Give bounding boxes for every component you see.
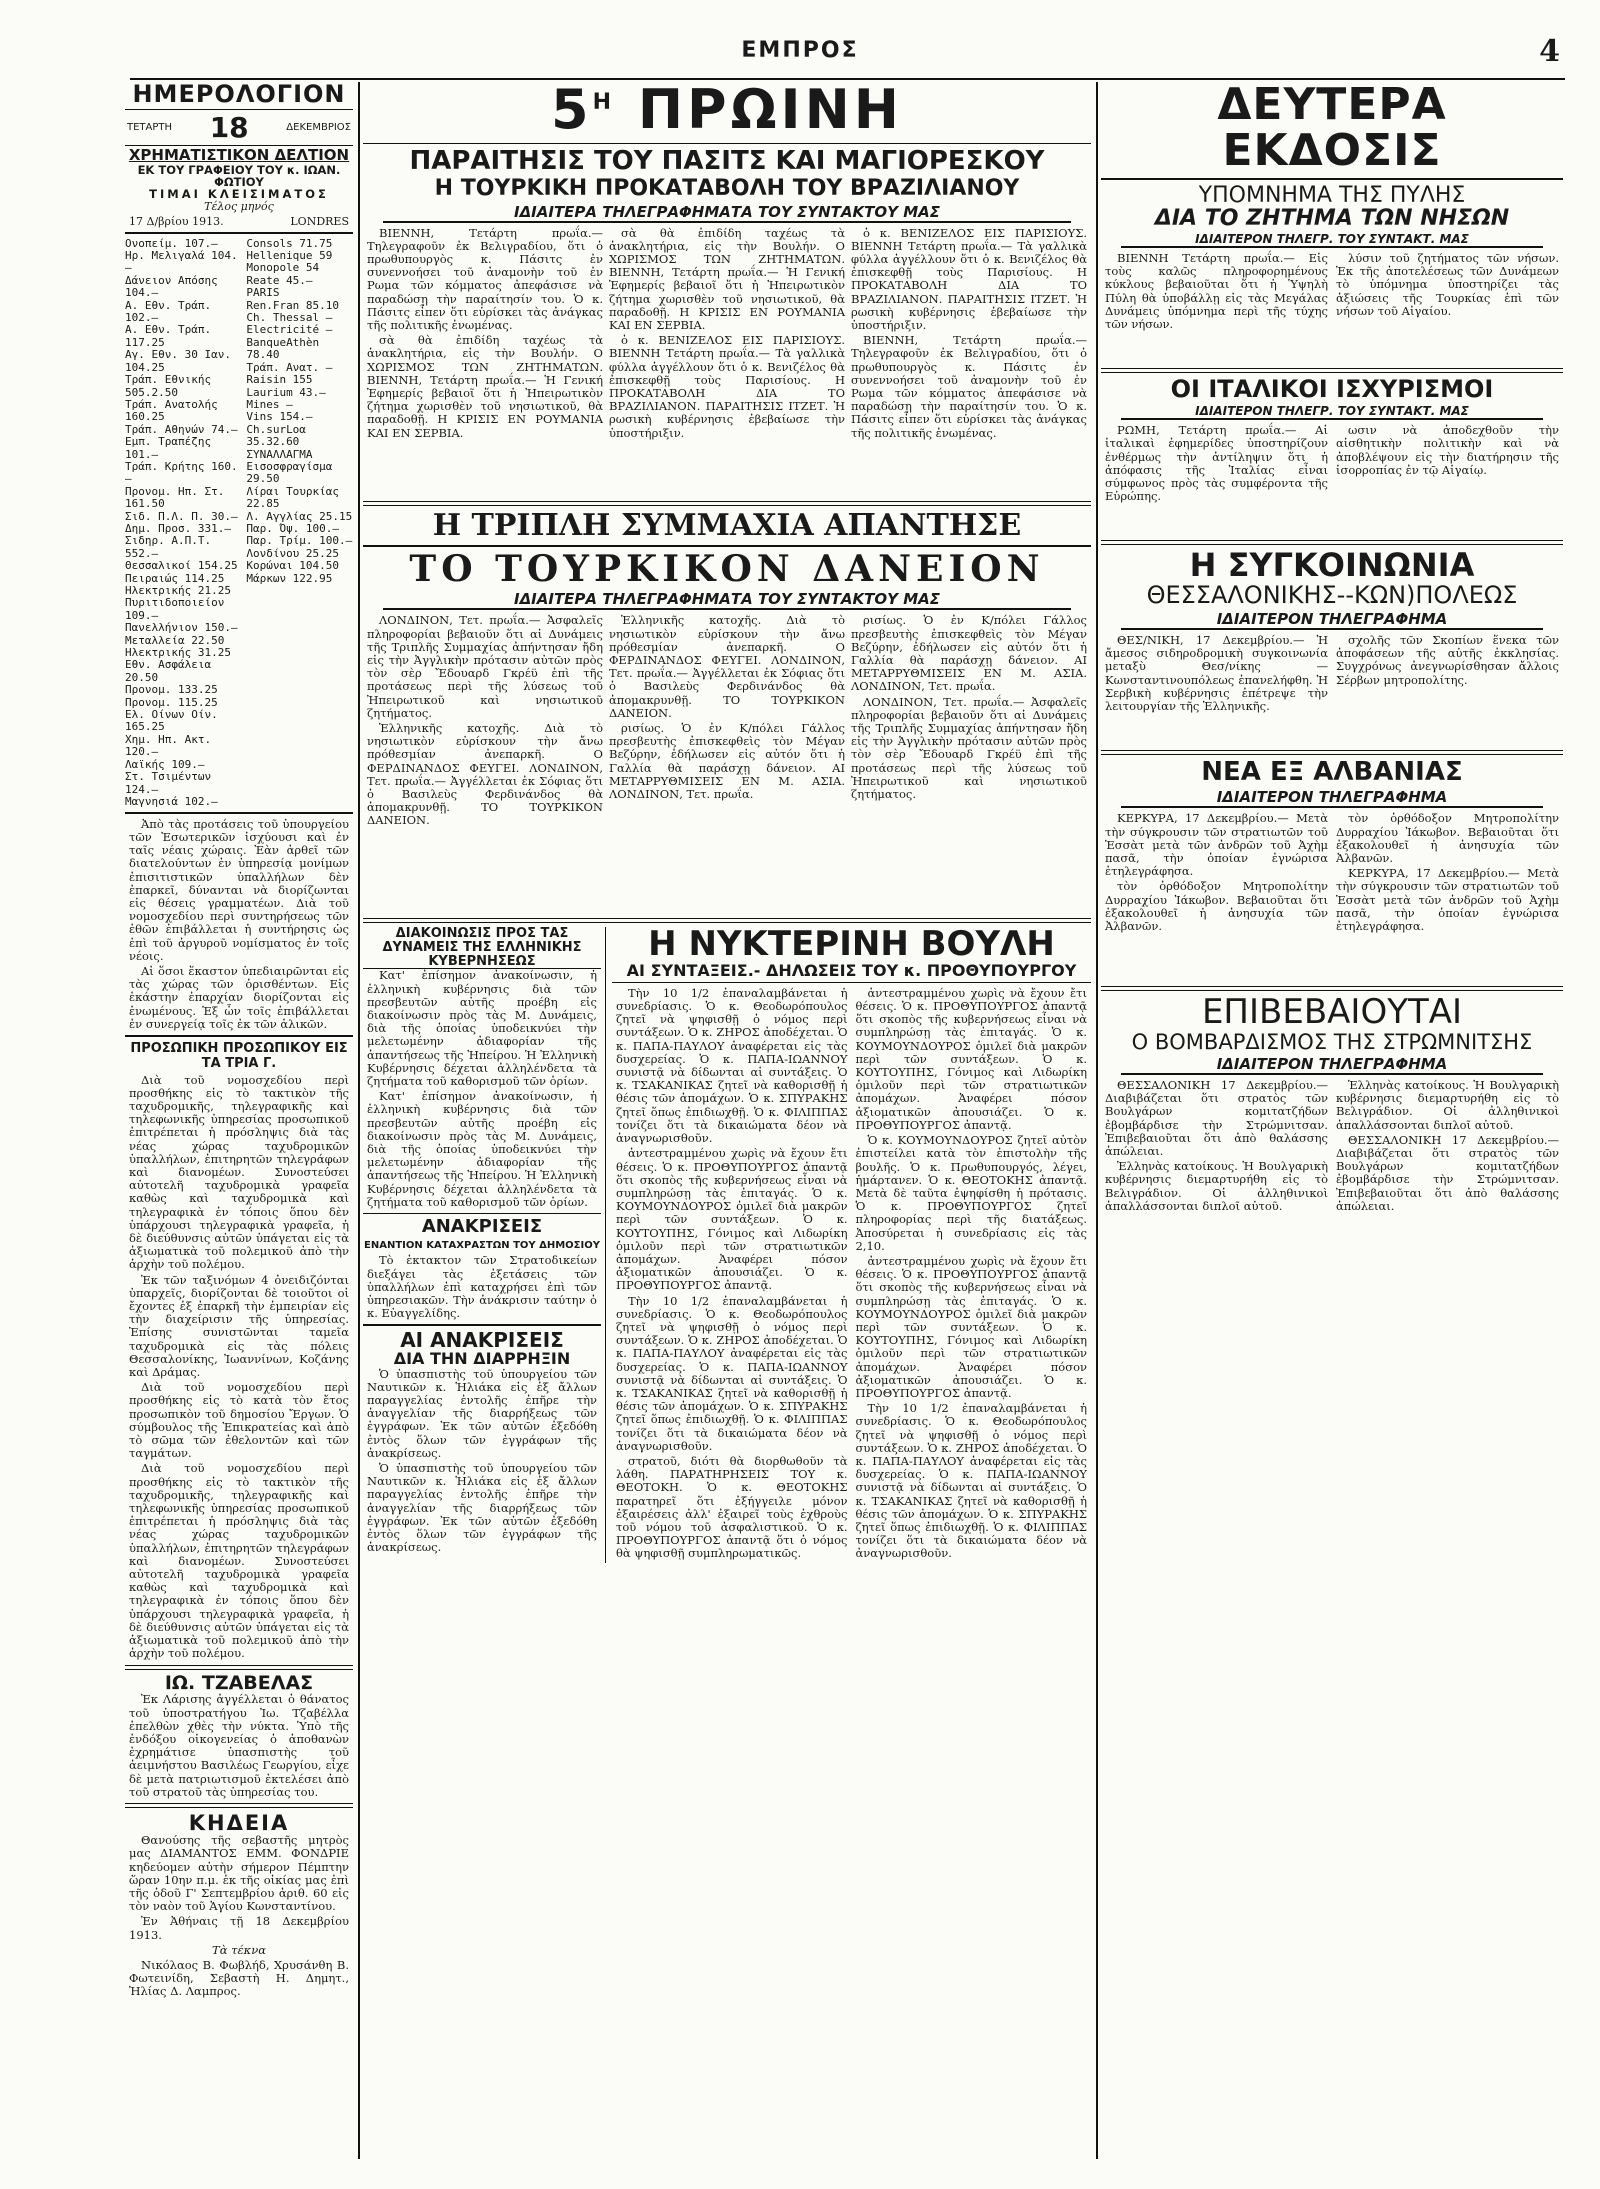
paragraph: ΒΙΕΝΝΗ, Τετάρτη πρωΐα.— Τηλεγραφοῦν ἐκ Βελιγραδίου, ὅτι ὁ πρωθυπουργὸς κ. Πάσιτς ἐν συνεννοήσει τοῦ ἀναμονὴν τοῦ ἐν Ρωμα τῶν κόμματος ἀπεφάσισε νὰ παραδώσῃ τὴν παραίτησίν του. Ὁ κ. Πάσιτς εἶπεν ὅτι εὑρίσκει τὰς ἀνάγκας τῆς πολιτικῆς ἐνωμένας. [367, 225, 603, 332]
market-row: Λίραι Τουρκίας 22.85 [246, 484, 340, 511]
headline: ΥΠΟΜΝΗΜΑ ΤΗΣ ΠΥΛΗΣ [1198, 182, 1466, 208]
left-column [125, 82, 353, 2159]
story-text [129, 1074, 349, 1661]
story-column [851, 227, 1087, 497]
market-row: Vins 154.— [246, 410, 313, 424]
paragraph: σχολῆς τῶν Σκοπίων ἕνεκα τῶν ἀποφάσεων τῆς αὐτῆς ἐκκλησίας. Συγχρόνως ἀνεγνωρίσθησαν ἄλλοις Σέρβων μητροπολίτης. [1336, 633, 1559, 687]
story-columns [1105, 812, 1559, 982]
story-subtitle: ΔΙΑ ΤΗΝ ΔΙΑΡΡΗΞΙΝ [393, 1348, 571, 1368]
market-row: BanqueAthèn 78.40 [246, 335, 320, 362]
paragraph: Τὰ τέκνα [212, 1942, 266, 1957]
market-row: Ελ. Οίνων Οίν. 165.25 [125, 708, 218, 734]
paragraph: Ὁ ὑπασπιστὴς τοῦ ὑπουργείου τῶν Ναυτικῶν κ. Ἡλιάκα εἰς ἐξ ἄλλων παραγγελίας ἐντολῆς ἐπῆρε τὴν ἀναγγελίαν τῆς διαρρήξεως τῶν ἐγγράφων. Ἐκ τῶν αὐτῶν ἐξεδόθη ἐντὸς ὅλων τῶν ἐγγράφων τῆς ἀνακρίσεως. [367, 1461, 597, 1555]
story-column [856, 987, 1088, 1563]
headline: ΔΙΑ ΤΟ ΖΗΤΗΜΑ ΤΩΝ ΝΗΣΩΝ [1154, 205, 1510, 231]
market-table [125, 238, 353, 809]
banner [363, 82, 1091, 139]
market-sub1: ΕΚ ΤΟΥ ΓΡΑΦΕΙΟΥ ΤΟΥ κ. ΙΩΑΝ. ΦΩΤΙΟΥ [137, 162, 341, 189]
subheadline: ΙΔΙΑΙΤΕΡΟΝ ΤΗΛΕΓΡ. ΤΟΥ ΣΥΝΤΑΚΤ. ΜΑΣ [1121, 232, 1543, 248]
story-text [129, 818, 349, 1031]
market-row: Α. Εθν. Τράπ. 117.25 [125, 323, 212, 349]
divider [125, 232, 353, 234]
story-columns [616, 987, 1087, 1563]
story-column [1105, 424, 1328, 536]
story-subtitle: ΕΝΑΝΤΙΟΝ ΚΑΤΑΧΡΑΣΤΩΝ ΤΟΥ ΔΗΜΟΣΙΟΥ [364, 1240, 600, 1252]
story-text [367, 969, 597, 1209]
market-row: PARIS [246, 286, 280, 300]
paragraph: ΛΟΝΔΙΝΟΝ, Τετ. πρωΐα.— Ἀσφαλεῖς πληροφορίαι βεβαιοῦν ὅτι αἱ Δυνάμεις τῆς Τριπλῆς Συμμαχίας ἀπήντησαν ἤδη εἰς τὴν Ἀγγλικὴν πρότασιν αὐτῶν πρὸς τὸν σὲρ Ἔδουαρδ Γκρέϋ ἐπὶ τῆς προτάσεως περὶ τῆς λύσεως τοῦ Ἠπειρωτικοῦ καὶ νησιωτικοῦ ζητήματος. [367, 613, 603, 720]
right-column [1101, 82, 1563, 2159]
market-sub3: Τέλος μηνός [204, 200, 274, 214]
market-row: Μάρκων 122.95 [246, 571, 333, 585]
story-column [1336, 424, 1559, 536]
market-row: Τράπ. Αθηνών 74.— [125, 422, 238, 436]
paragraph: Ἑλληνὰς κατοίκους. Ἡ Βουλγαρικὴ κυβέρνησις διεμαρτυρήθη εἰς τὸ Βελιγράδιον. Οἱ ἀλληθινικοὶ ἀπαλλάσσονται διπλοῖ αὐτοῦ. [1105, 1159, 1328, 1213]
paragraph: σὰ θὰ ἐπιδίδη ταχέως τὰ ἀνακλητήρια, εἰς τὴν Βουλήν. Ο ΧΩΡΙΣΜΟΣ ΤΩΝ ΖΗΤΗΜΑΤΩΝ. ΒΙΕΝΝΗ, Τετάρτη πρωΐα.— Ἡ Γενική Ἐφημερίς βεβαιοῖ ὅτι ἡ Ἠπειρωτικὸν ζήτημα χωρισθὲν τοῦ νησιωτικοῦ, θὰ παραδοθῇ. Η ΚΡΙΣΙΣ ΕΝ ΡΟΥΜΑΝΙΑ ΚΑΙ ΕΝ ΣΕΡΒΙΑ. [609, 225, 845, 332]
column-rule-2 [1096, 82, 1098, 2159]
story-column [1105, 634, 1328, 746]
paragraph: ρισίως. Ὁ ἐν Κ/πόλει Γάλλος πρεσβευτὴς ἐπισκεφθεὶς τὸν Μέγαν Βεζύρην, ἐδήλωσεν εἰς αὐτόν ὅτι ἡ Γαλλία θὰ παράσχῃ δάνειον. ΑΙ ΜΕΤΑΡΡΥΘΜΙΣΕΙΣ ΕΝ Μ. ΑΣΙΑ. ΛΟΝΔΙΝΟΝ, Τετ. πρωΐα. [609, 721, 845, 802]
headline: ΟΙ ΙΤΑΛΙΚΟΙ ΙΣΧΥΡΙΣΜΟΙ [1170, 375, 1494, 404]
column-rule-1 [358, 82, 360, 2159]
paragraph: Αἱ ὅσοι ἕκαστον ὑπεδιαιρῶνται εἰς τὰς χώρας τῶν ὁρισθέντων. Εἰς ἑκάστην ἐπαρχίαν διορίζονται εἰς ἑνωμένους. Ἐξ ὧν τοῖς ἐπιβάλλεται ἐν συνεργείᾳ τοῖς ἐκ τῶν ἁλικῶν. [129, 964, 349, 1031]
banner-number: 5 [551, 82, 593, 141]
paragraph: Ἐν Ἀθήναις τῇ 18 Δεκεμβρίου 1913. [129, 1914, 349, 1942]
paragraph: Ὁ ὑπασπιστὴς τοῦ ὑπουργείου τῶν Ναυτικῶν κ. Ἡλιάκα εἰς ἐξ ἄλλων παραγγελίας ἐντολῆς ἐπῆρε τὴν ἀναγγελίαν τῆς διαρρήξεως τῶν ἐγγράφων. Ἐκ τῶν αὐτῶν ἐξεδόθη ἐντὸς ὅλων τῶν ἐγγράφων τῆς ἀνακρίσεως. [367, 1366, 597, 1460]
paragraph: Νικόλαος Β. Φωβλήδ, Χρυσάνθη Β. Φωτεινίδη, Σεβαστὴ Η. Δημητ., Ἠλίας Δ. Λαμπρος. [129, 1957, 349, 1999]
paragraph: ρισίως. Ὁ ἐν Κ/πόλει Γάλλος πρεσβευτὴς ἐπισκεφθεὶς τὸν Μέγαν Βεζύρην, ἐδήλωσεν εἰς αὐτόν ὅτι ἡ Γαλλία θὰ παράσχῃ δάνειον. ΑΙ ΜΕΤΑΡΡΥΘΜΙΣΕΙΣ ΕΝ Μ. ΑΣΙΑ. ΛΟΝΔΙΝΟΝ, Τετ. πρωΐα. [851, 613, 1087, 694]
story-column [1336, 634, 1559, 746]
market-row: Δημ. Προσ. 331.— [125, 521, 231, 535]
subheadline: ΙΔΙΑΙΤΕΡΑ ΤΗΛΕΓΡΑΦΗΜΑΤΑ ΤΟΥ ΣΥΝΤΑΚΤΟΥ ΜΑΣ [383, 590, 1071, 610]
page-number: 4 [1539, 34, 1560, 69]
market-row: Πυριτιδοποιείον 109.— [125, 596, 225, 622]
top-rule [130, 78, 1565, 80]
story-columns [1105, 252, 1559, 364]
story-column [609, 227, 845, 497]
story-column [851, 614, 1087, 914]
market-row: Hellenique 59 [246, 249, 333, 263]
story-text [367, 1368, 597, 1555]
paragraph: σὰ θὰ ἐπιδίδη ταχέως τὰ ἀνακλητήρια, εἰς τὴν Βουλήν. Ο ΧΩΡΙΣΜΟΣ ΤΩΝ ΖΗΤΗΜΑΤΩΝ. ΒΙΕΝΝΗ, Τετάρτη πρωΐα.— Ἡ Γενική Ἐφημερίς βεβαιοῖ ὅτι ἡ Ἠπειρωτικὸν ζήτημα χωρισθὲν τοῦ νησιωτικοῦ, θὰ παραδοθῇ. Η ΚΡΙΣΙΣ ΕΝ ΡΟΥΜΑΝΙΑ ΚΑΙ ΕΝ ΣΕΡΒΙΑ. [367, 333, 603, 440]
market-row: Κορώναι 104.50 [246, 559, 340, 573]
story-text [367, 1254, 597, 1320]
story-text [129, 1834, 349, 1998]
paragraph: ἀντεστραμμένου χωρὶς νὰ ἔχουν ἔτι θέσεις. Ὁ κ. ΠΡΟΘΥΠΟΥΡΓΟΣ ἀπαντᾷ ὅτι σκοπὸς τῆς κυβερνήσεως εἶναι νὰ συμπληρώσῃ τὰς ἐπιταγάς. Ὁ κ. ΚΟΥΜΟΥΝΔΟΥΡΟΣ ὁμιλεῖ διὰ μακρῶν περὶ τῶν συντάξεων. Ὁ κ. ΚΟΥΤΟΥΠΗΣ, Γόνιμος καὶ Λιδωρίκη ὁμιλοῦν περὶ τῶν στρατιωτικῶν ἀπομάχων. Ἀναφέρει πόσον ἀξιοματικῶν ἀπουσιάζει. Ὁ κ. ΠΡΟΘΥΠΟΥΡΓΟΣ ἀπαντᾷ. [855, 985, 1087, 1132]
market-row: Εθν. Ασφάλεια 20.50 [125, 658, 212, 684]
paragraph: ὁ κ. ΒΕΝΙΖΕΛΟΣ ΕΙΣ ΠΑΡΙΣΙΟΥΣ. ΒΙΕΝΝΗ Τετάρτη πρωΐα.— Τὰ γαλλικὰ φύλλα ἀγγέλλουν ὅτι ὁ κ. Βενιζέλος θὰ ἐπισκεφθῇ τοὺς Παρισίους. Η ΠΡΟΚΑΤΑΒΟΛΗ ΔΙΑ ΤΟ ΒΡΑΖΙΛΙΑΝΟΝ. ΠΑΡΑΙΤΗΣΙΣ ΙΤΖΕΤ. Ἡ ρωσικὴ κυβέρνησις ἐβεβαίωσε τὴν ὑποστήριξιν. [609, 333, 845, 440]
market-row: Χημ. Ηπ. Ακτ. 120.— [125, 732, 212, 759]
subheadline: ΙΔΙΑΙΤΕΡΑ ΤΗΛΕΓΡΑΦΗΜΑΤΑ ΤΟΥ ΣΥΝΤΑΚΤΟΥ ΜΑΣ [383, 203, 1071, 223]
divider [363, 143, 1091, 145]
market-row: Προνομ. 115.25 [125, 695, 218, 709]
market-rows-right [246, 238, 353, 809]
calendar-title: ΗΜΕΡΟΛΟΓΙΟΝ [132, 82, 346, 108]
paragraph: στρατοῦ, διότι θὰ διορθωθοῦν τὰ λάθη. ΠΑΡΑΤΗΡΗΣΕΙΣ ΤΟΥ κ. ΘΕΟΤΟΚΗ. Ὁ κ. ΘΕΟΤΟΚΗΣ παρατηρεῖ ὅτι ἐξήγγειλε μόνον ἐξαιρέσεις ἀλλ' ἐξαιρεῖ τοὺς ἐχθροὺς τοῦ νόμου τοῦ ἀσφαλιστικοῦ. Ὁ κ. ΠΡΟΘΥΠΟΥΡΓΟΣ ἀπαντᾷ ὅτι ὁ νόμος θὰ ψηφισθῇ συμπληρωματικῶς. [616, 1453, 848, 1561]
story-title: ΠΡΟΣΩΠΙΚΗ ΠΡΟΣΩΠΙΚΟΥ ΕΙΣ ΤΑ ΤΡΙΑ Γ. [130, 1040, 348, 1071]
paragraph: Τὴν 10 1/2 ἐπαναλαμβάνεται ἡ συνεδρίασις. Ὁ κ. Θεοδωρόπουλος ζητεῖ νὰ ψηφισθῇ ὁ νόμος περὶ συντάξεων. Ὁ κ. ΖΗΡΟΣ ἀποδέχεται. Ὁ κ. ΠΑΠΑ-ΠΑΥΛΟΥ ἀναφέρεται εἰς τὰς δυσχερείας. Ὁ κ. ΠΑΠΑ-ΙΩΑΝΝΟΥ συνιστᾷ νὰ δίδωνται αἱ συντάξεις. Ὁ κ. ΤΣΑΚΑΝΙΚΑΣ ζητεῖ νὰ καθορισθῇ ἡ θέσις τῶν ἀπομάχων. Ὁ κ. ΣΠΥΡΑΚΗΣ ζητεῖ ὅπως ἐπιδιωχθῇ. Ὁ κ. ΦΙΛΙΠΠΑΣ τονίζει ὅτι τὰ δικαιώματα δέον νὰ ἀναγνωρισθοῦν. [616, 985, 848, 1146]
calendar-date [125, 109, 353, 146]
divider [125, 1665, 353, 1670]
market-sub2: ΤΙΜΑΙ ΚΛΕΙΣΙΜΑΤΟΣ [149, 187, 329, 202]
divider [363, 501, 1091, 506]
story-columns [1105, 1079, 1559, 1289]
paragraph: Ἑλληνικῆς κατοχῆς. Διὰ τὸ νησιωτικὸν εὑρίσκουν τὴν ἄνω πρόθεσμίαν ἀνεπαρκῆ. Ο ΦΕΡΔΙΝΑΝΔΟΣ ΦΕΥΓΕΙ. ΛΟΝΔΙΝΟΝ, Τετ. πρωΐα.— Ἀγγέλλεται ἐκ Σόφιας ὅτι ὁ Βασιλεὺς Φερδινάνδος θὰ ἀπομακρυνθῇ. ΤΟ ΤΟΥΡΚΙΚΟΝ ΔΑΝΕΙΟΝ. [609, 613, 845, 720]
market-rows-left [125, 238, 242, 809]
market-row: Εμπ. Τραπέζης 101.— [125, 435, 212, 461]
divider [1101, 178, 1563, 180]
paragraph: ΡΩΜΗ, Τετάρτη πρωΐα.— Αἱ ἰταλικαὶ ἐφημερίδες ὑποστηρίζουν ἐνθέρμως τὴν ἀντίληψιν ὅτι ἡ ἀπόφασις τῆς Ἰταλίας εἶναι σύμφωνος πρὸς τὰς συμφέροντα τῆς Εὐρώπης. [1105, 423, 1328, 504]
market-row: Ηλεκτρικής 31.25 [125, 646, 231, 660]
story-column [1336, 1079, 1559, 1289]
market-row: Στ. Τσιμέντων 124.— [125, 770, 212, 796]
headline: Η ΤΟΥΡΚΙΚΗ ΠΡΟΚΑΤΑΒΟΛΗ ΤΟΥ ΒΡΑΖΙΛΙΑΝΟΥ [434, 176, 1020, 202]
market-row: Εισοσφραγίσμα 29.50 [246, 459, 333, 486]
market-row: Αγ. Εθν. 30 Ιαν. 104.25 [125, 348, 231, 374]
story-columns [1105, 424, 1559, 536]
subheadline: ΑΙ ΣΥΝΤΑΞΕΙΣ.- ΔΗΛΩΣΕΙΣ ΤΟΥ κ. ΠΡΟΘΥΠΟΥΡΓΟΥ [612, 963, 1091, 983]
market-row: Παρ. Τρίμ. 100.— [246, 534, 353, 548]
paragraph: ΚΕΡΚΥΡΑ, 17 Δεκεμβρίου.— Μετὰ τὴν σύγκρουσιν τῶν στρατιωτῶν τοῦ Ἐσσὰτ μετὰ τῶν ἀνδρῶν τοῦ Ἀχὴμ πασᾶ, τὴν ὁποίαν ἐγνώρισα ἐτηλεγράφησα. [1336, 866, 1559, 933]
paragraph: λύσιν τοῦ ζητήματος τῶν νήσων. Ἐκ τῆς ἀποτελέσεως τῶν Δυνάμεων τὸ ὑπόμνημα ὑποστηρίζει τὰς ἀξιώσεις τῆς Τουρκίας ἐπὶ τῶν νήσων τοῦ Αἰγαίου. [1336, 251, 1559, 318]
story-columns [1105, 634, 1559, 746]
market-row: Τράπ. Εθνικής 505.2.50 [125, 373, 212, 399]
story-column [1105, 812, 1328, 982]
paragraph: Διὰ τοῦ νομοσχεδίου περὶ προσθήκης εἰς τὸ κατὰ τὸν ἔτος προσωπικὸν τοῦ δημοσίου Ἔργων. Ὁ σύμβουλος τῆς Ἐπικρατείας καὶ ἀπὸ τὸ σῶμα τῶν ἐθελοντῶν καὶ τῶν ταγμάτων. [129, 1380, 349, 1461]
market-row: Θεσσαλικοί 154.25 [125, 559, 238, 573]
headline: Η ΝΥΚΤΕΡΙΝΗ ΒΟΥΛΗ [648, 924, 1055, 965]
market-row: Προνομ. Ηπ. Στ. 161.50 [125, 484, 225, 511]
paragraph: Τὴν 10 1/2 ἐπαναλαμβάνεται ἡ συνεδρίασις. Ὁ κ. Θεοδωρόπουλος ζητεῖ νὰ ψηφισθῇ ὁ νόμος περὶ συντάξεων. Ὁ κ. ΖΗΡΟΣ ἀποδέχεται. Ὁ κ. ΠΑΠΑ-ΠΑΥΛΟΥ ἀναφέρεται εἰς τὰς δυσχερείας. Ὁ κ. ΠΑΠΑ-ΙΩΑΝΝΟΥ συνιστᾷ νὰ δίδωνται αἱ συντάξεις. Ὁ κ. ΤΣΑΚΑΝΙΚΑΣ ζητεῖ νὰ καθορισθῇ ἡ θέσις τῶν ἀπομάχων. Ὁ κ. ΣΠΥΡΑΚΗΣ ζητεῖ ὅπως ἐπιδιωχθῇ. Ὁ κ. ΦΙΛΙΠΠΑΣ τονίζει ὅτι τὰ δικαιώματα δέον νὰ ἀναγνωρισθοῦν. [855, 1401, 1087, 1561]
headline: ΤΟ ΤΟΥΡΚΙΚΟΝ ΔΑΝΕΙΟΝ [409, 547, 1045, 590]
market-row: Ren.Fran 85.10 [246, 298, 340, 312]
paragraph: Τὴν 10 1/2 ἐπαναλαμβάνεται ἡ συνεδρίασις. Ὁ κ. Θεοδωρόπουλος ζητεῖ νὰ ψηφισθῇ ὁ νόμος περὶ συντάξεων. Ὁ κ. ΖΗΡΟΣ ἀποδέχεται. Ὁ κ. ΠΑΠΑ-ΠΑΥΛΟΥ ἀναφέρεται εἰς τὰς δυσχερείας. Ὁ κ. ΠΑΠΑ-ΙΩΑΝΝΟΥ συνιστᾷ νὰ δίδωνται αἱ συντάξεις. Ὁ κ. ΤΣΑΚΑΝΙΚΑΣ ζητεῖ νὰ καθορισθῇ ἡ θέσις τῶν ἀπομάχων. Ὁ κ. ΣΠΥΡΑΚΗΣ ζητεῖ ὅπως ἐπιδιωχθῇ. Ὁ κ. ΦΙΛΙΠΠΑΣ τονίζει ὅτι τὰ δικαιώματα δέον νὰ ἀναγνωρισθοῦν. [616, 1293, 848, 1453]
divider [363, 1324, 601, 1326]
market-row: Ηλεκτρικής 21.25 [125, 584, 231, 597]
headline: Η ΤΡΙΠΛΗ ΣΥΜΜΑΧΙΑ ΑΠΑΝΤΗΣΕ [432, 507, 1022, 543]
story-text [129, 1693, 349, 1799]
market-row: Consols 71.75 [246, 236, 333, 250]
market-row: Τράπ. Κρήτης 160.— [125, 459, 238, 486]
subheadline: ΙΔΙΑΙΤΕΡΟΝ ΤΗΛΕΓΡΑΦΗΜΑ [1121, 1055, 1543, 1075]
market-row: Raisin 155 [246, 373, 313, 387]
divider [125, 812, 353, 814]
market-row: Ονοπείμ. 107.— [125, 236, 218, 250]
banner: ΔΕΥΤΕΡΑ ΕΚΔΟΣΙΣ [1217, 82, 1447, 177]
day-number: 18 [209, 111, 249, 145]
market-row: Σιδ. Π.Λ. Π. 30.— [125, 509, 238, 523]
market-row: Λονδίνου 25.25 [246, 546, 340, 560]
market-row: Ηρ. Μελιγαλά 104.— [125, 249, 238, 275]
paragraph: Κατ' ἐπίσημον ἀνακοίνωσιν, ἡ ἑλληνικὴ κυβέρνησις διὰ τῶν πρεσβευτῶν αὐτῆς προέβη εἰς διακοίνωσιν πρὸς τὰς Μ. Δυνάμεις, διὰ τῆς ὁποίας ὑποδεικνύει τὴν μελετωμένην ἀδιαφορίαν τῆς ἀπαντήσεως τῆς Ἠπείρου. Ἡ Ἑλληνικὴ Κυβέρνησις δέχεται ἀλληλένδετα τὰ ζητήματα τοῦ καθορισμοῦ τῶν ὁρίων. [367, 968, 597, 1088]
market-row: Δάνειον Απόσης 104.— [125, 273, 218, 300]
story-column [1105, 252, 1328, 364]
paragraph: Ἀπὸ τὰς προτάσεις τοῦ ὑπουργείου τῶν Ἐσωτερικῶν ἰσχύουσι καὶ ἐν ταῖς νέαις χώραις. Ἐὰν ἀρθεῖ τῶν διατελούντων ἐν ὑπηρεσίᾳ μονίμων ἐπισιτιστικῶν ὑπαλλήλων δὲν ἐπαρκεῖ, δύνανται νὰ διορίζωνται εἰς θέσεις γραμματέων. Διὰ τοῦ νομοσχεδίου περὶ συντηρήσεως τῶν ἐθῶν ἐπιβάλλεται ἡ συντήρησις ὡς ἐπὶ τοῦ ἀργυροῦ νομίσματος ἐν τοῖς νέοις. [129, 816, 349, 963]
market-row: Α. Εθν. Τράπ. 102.— [125, 298, 212, 325]
paragraph: ωσιν νὰ ἀποδεχθοῦν τὴν αἰσθητικὴν πολιτικὴν καὶ νὰ ἀποβλέψουν εἰς τὴν διατήρησιν τῆς ἰσορροπίας ἐν τῷ Αἰγαίῳ. [1336, 423, 1559, 477]
paragraph: ΘΕΣΣΑΛΟΝΙΚΗ 17 Δεκεμβρίου.— Διαβιβάζεται ὅτι στρατὸς τῶν Βουλγάρων κομιτατζήδων ἐβομβάρδισε τὴν Στρώμνιτσαν. Ἐπιβεβαιοῦται ὅτι ἀπὸ θαλάσσης ἀπώλειαι. [1336, 1132, 1559, 1213]
story-title: ΔΙΑΚΟΙΝΩΣΙΣ ΠΡΟΣ ΤΑΣ ΔΥΝΑΜΕΙΣ ΤΗΣ ΕΛΛΗΝΙΚΗΣ ΚΥΒΕΡΝΗΣΕΩΣ [363, 927, 601, 969]
banner-word: ΠΡΩΙΝΗ [637, 82, 903, 141]
masthead: ΕΜΠΡΟΣ [741, 38, 859, 63]
story-column [367, 227, 603, 497]
weekday: ΤΕΤΑΡΤΗ [127, 122, 173, 134]
paragraph: τὸν ὀρθόδοξον Μητροπολίτην Δυρραχίου Ἰάκωβον. Βεβαιοῦται ὅτι ἐξακολουθεῖ ἡ ἀνησυχία τῶν Ἀλβανῶν. [1105, 879, 1328, 933]
paragraph: ΒΙΕΝΝΗ, Τετάρτη πρωΐα.— Τηλεγραφοῦν ἐκ Βελιγραδίου, ὅτι ὁ πρωθυπουργὸς κ. Πάσιτς ἐν συνεννοήσει τοῦ ἀναμονὴν τοῦ ἐν Ρωμα τῶν κόμματος ἀπεφάσισε νὰ παραδώσῃ τὴν παραίτησίν του. Ὁ κ. Πάσιτς εἶπεν ὅτι εὑρίσκει τὰς ἀνάγκας τῆς πολιτικῆς ἐνωμένας. [851, 333, 1087, 440]
paragraph: ὁ κ. ΒΕΝΙΖΕΛΟΣ ΕΙΣ ΠΑΡΙΣΙΟΥΣ. ΒΙΕΝΝΗ Τετάρτη πρωΐα.— Τὰ γαλλικὰ φύλλα ἀγγέλλουν ὅτι ὁ κ. Βενιζέλος θὰ ἐπισκεφθῇ τοὺς Παρισίους. Η ΠΡΟΚΑΤΑΒΟΛΗ ΔΙΑ ΤΟ ΒΡΑΖΙΛΙΑΝΟΝ. ΠΑΡΑΙΤΗΣΙΣ ΙΤΖΕΤ. Ἡ ρωσικὴ κυβέρνησις ἐβεβαίωσε τὴν ὑποστήριξιν. [851, 225, 1087, 332]
paragraph: ΘΕΣΣΑΛΟΝΙΚΗ 17 Δεκεμβρίου.— Διαβιβάζεται ὅτι στρατὸς τῶν Βουλγάρων κομιτατζήδων ἐβομβάρδισε τὴν Στρώμνιτσαν. Ἐπιβεβαιοῦται ὅτι ἀπὸ θαλάσσης ἀπώλειαι. [1105, 1078, 1328, 1159]
divider [1101, 750, 1563, 755]
story-title: ΙΩ. ΤΖΑΒΕΛΑΣ [164, 1671, 314, 1694]
divider [363, 918, 1091, 923]
paragraph: τὸν ὀρθόδοξον Μητροπολίτην Δυρραχίου Ἰάκωβον. Βεβαιοῦται ὅτι ἐξακολουθεῖ ἡ ἀνησυχία τῶν Ἀλβανῶν. [1336, 811, 1559, 865]
subheadline: ΙΔΙΑΙΤΕΡΟΝ ΤΗΛΕΓΡΑΦΗΜΑ [1121, 788, 1543, 808]
divider [1101, 540, 1563, 545]
market-row: Laurium 43.— [246, 385, 326, 399]
subheadline: ΙΔΙΑΙΤΕΡΟΝ ΤΗΛΕΓΡΑΦΗΜΑ [1121, 610, 1543, 630]
paragraph: Διὰ τοῦ νομοσχεδίου περὶ προσθήκης εἰς τὸ τακτικὸν τῆς ταχυδρομικῆς, τηλεγραφικῆς καὶ τηλεφωνικῆς ὑπηρεσίας προσωπικοῦ ἐπιτρέπεται ἡ πρόσληψις διὰ τὰς νέας χώρας ταχυδρομικῶν ὑπαλλήλων, ἐπιτηρητῶν τηλεγράφων καὶ διανομέων. Συνοστεύσει αὐτοτελῆ ταχυδρομικὰ γραφεῖα καθὼς καὶ ταχυδρομικὰ καὶ τηλεγραφικὰ ἐν τόποις ὅπου δὲν ὑπάρχουσι τηλεγραφικὰ γραφεῖα, ἡ δὲ διεύθυνσις αὐτῶν ὑπάγεται εἰς τὰ ἀξιωματικὰ τοῦ πολεμικοῦ ἀπὸ τὴν ἀρχὴν τοῦ πολέμου. [129, 1461, 349, 1661]
middle-column [363, 82, 1091, 2159]
paragraph: Ἐκ Λάρισης ἀγγέλλεται ὁ θάνατος τοῦ ὑποστρατήγου Ἰω. Τζαβέλλα ἐπελθὼν χθὲς τὴν νύκτα. Ὑπὸ τῆς ἐνδόξου οἰκογενείας ὁ ἀποθανὼν ἐχρημάτισε ὑπασπιστὴς τοῦ ἀειμνήστου Βασιλέως Γεωργίου, εἶχε δὲ μετὰ πατριωτισμοῦ ἐκτελέσει ἀπὸ τοῦ στρατοῦ τὰς ὑπηρεσίας του. [129, 1692, 349, 1799]
story-column [616, 987, 848, 1563]
headline: ΘΕΣΣΑΛΟΝΙΚΗΣ--ΚΩΝ)ΠΟΛΕΩΣ [1146, 580, 1518, 609]
paragraph: ἀντεστραμμένου χωρὶς νὰ ἔχουν ἔτι θέσεις. Ὁ κ. ΠΡΟΘΥΠΟΥΡΓΟΣ ἀπαντᾷ ὅτι σκοπὸς τῆς κυβερνήσεως εἶναι νὰ συμπληρώσῃ τὰς ἐπιταγάς. Ὁ κ. ΚΟΥΜΟΥΝΔΟΥΡΟΣ ὁμιλεῖ διὰ μακρῶν περὶ τῶν συντάξεων. Ὁ κ. ΚΟΥΤΟΥΠΗΣ, Γόνιμος καὶ Λιδωρίκη ὁμιλοῦν περὶ τῶν στρατιωτικῶν ἀπομάχων. Ἀναφέρει πόσον ἀξιοματικῶν ἀπουσιάζει. Ὁ κ. ΠΡΟΘΥΠΟΥΡΓΟΣ ἀπαντᾷ. [616, 1146, 848, 1293]
vouli-story [612, 924, 1091, 1562]
story-column [1336, 812, 1559, 982]
headline: ΠΑΡΑΙΤΗΣΙΣ ΤΟΥ ΠΑΣΙΤΣ ΚΑΙ ΜΑΓΙΟΡΕΣΚΟΥ [409, 146, 1045, 177]
market-row: Παρ. Όψ. 100.— [246, 521, 340, 535]
paragraph: ἀντεστραμμένου χωρὶς νὰ ἔχουν ἔτι θέσεις. Ὁ κ. ΠΡΟΘΥΠΟΥΡΓΟΣ ἀπαντᾷ ὅτι σκοπὸς τῆς κυβερνήσεως εἶναι νὰ συμπληρώσῃ τὰς ἐπιταγάς. Ὁ κ. ΚΟΥΜΟΥΝΔΟΥΡΟΣ ὁμιλεῖ διὰ μακρῶν περὶ τῶν συντάξεων. Ὁ κ. ΚΟΥΤΟΥΠΗΣ, Γόνιμος καὶ Λιδωρίκη ὁμιλοῦν περὶ τῶν στρατιωτικῶν ἀπομάχων. Ἀναφέρει πόσον ἀξιοματικῶν ἀπουσιάζει. Ὁ κ. ΠΡΟΘΥΠΟΥΡΓΟΣ ἀπαντᾷ. [855, 1253, 1087, 1400]
headline: Η ΣΥΓΚΟΙΝΩΝΙΑ [1189, 546, 1475, 585]
banner-number-sup: Η [592, 90, 616, 115]
market-header-row [129, 215, 349, 228]
paragraph: Τὸ ἐκτακτον τῶν Στρατοδικείων διεξάγει τὰς ἐξετάσεις τῶν ὑπαλλήλων ἐπὶ καταχρήσει ἐπὶ τῶν ὑπηρεσιακῶν. Τὴν ἀνάκρισιν ταύτην ὁ κ. Εὐαγγελίδης. [367, 1253, 597, 1321]
subheadline: ΙΔΙΑΙΤΕΡΟΝ ΤΗΛΕΓΡ. ΤΟΥ ΣΥΝΤΑΚΤ. ΜΑΣ [1121, 404, 1543, 420]
headline: ΝΕΑ ΕΞ ΑΛΒΑΝΙΑΣ [1201, 757, 1463, 788]
divider [363, 545, 1091, 547]
story-column [1336, 252, 1559, 364]
market-row: Μεταλλεία 22.50 [125, 633, 225, 647]
story-column [1105, 1079, 1328, 1289]
paragraph: Διὰ τοῦ νομοσχεδίου περὶ προσθήκης εἰς τὸ τακτικὸν τῆς ταχυδρομικῆς, τηλεγραφικῆς καὶ τηλεφωνικῆς ὑπηρεσίας προσωπικοῦ ἐπιτρέπεται ἡ πρόσληψις διὰ τὰς νέας χώρας ταχυδρομικῶν ὑπαλλήλων, ἐπιτηρητῶν τηλεγράφων καὶ διανομέων. Συνοστεύσει αὐτοτελῆ ταχυδρομικὰ γραφεῖα καθὼς καὶ ταχυδρομικὰ καὶ τηλεγραφικὰ ἐν τόποις ὅπου δὲν ὑπάρχουσι τηλεγραφικὰ γραφεῖα, ἡ δὲ διεύθυνσις αὐτῶν ὑπάγεται εἰς τὰ ἀξιωματικὰ τοῦ πολεμικοῦ ἀπὸ τὴν ἀρχὴν τοῦ πολέμου. [129, 1072, 349, 1272]
month: ΔΕΚΕΜΒΡΙΟΣ [286, 122, 351, 134]
market-row: Reate 45.— [246, 273, 313, 287]
divider [1101, 986, 1563, 991]
story-title: ΑΝΑΚΡΙΣΕΙΣ [421, 1216, 543, 1238]
lower-section [363, 924, 1091, 1562]
market-row: Σιδηρ. Α.Π.Τ. 552.— [125, 534, 212, 560]
market-city: LONDRES [290, 215, 349, 229]
market-row: Ch.surLοα 35.32.60 [246, 422, 306, 449]
story-column [367, 614, 603, 914]
divider [125, 1803, 353, 1808]
paragraph: ΚΕΡΚΥΡΑ, 17 Δεκεμβρίου.— Μετὰ τὴν σύγκρουσιν τῶν στρατιωτῶν τοῦ Ἐσσὰτ μετὰ τῶν ἀνδρῶν τοῦ Ἀχὴμ πασᾶ, τὴν ὁποίαν ἐγνώρισα ἐτηλεγράφησα. [1105, 811, 1328, 879]
market-row: Mines — [246, 397, 293, 411]
divider [125, 1035, 353, 1037]
market-row: Λ. Αγγλίας 25.15 [246, 509, 353, 523]
story-title: ΑΙ ΑΝΑΚΡΙΣΕΙΣ [400, 1327, 564, 1352]
paragraph: ΛΟΝΔΙΝΟΝ, Τετ. πρωΐα.— Ἀσφαλεῖς πληροφορίαι βεβαιοῦν ὅτι αἱ Δυνάμεις τῆς Τριπλῆς Συμμαχίας ἀπήντησαν ἤδη εἰς τὴν Ἀγγλικὴν πρότασιν αὐτῶν πρὸς τὸν σὲρ Ἔδουαρδ Γκρέϋ ἐπὶ τῆς προτάσεως περὶ τῆς λύσεως τοῦ Ἠπειρωτικοῦ καὶ νησιωτικοῦ ζητήματος. [851, 694, 1087, 802]
story-columns [367, 227, 1087, 497]
market-row: Λαϊκής 109.— [125, 757, 205, 771]
divider [363, 1213, 601, 1215]
headline: ΕΠΙΒΕΒΑΙΟΥΤΑΙ [1201, 992, 1463, 1033]
market-row: Προνομ. 133.25 [125, 683, 218, 697]
paragraph: Κατ' ἐπίσημον ἀνακοίνωσιν, ἡ ἑλληνικὴ κυβέρνησις διὰ τῶν πρεσβευτῶν αὐτῆς προέβη εἰς διακοίνωσιν πρὸς τὰς Μ. Δυνάμεις, διὰ τῆς ὁποίας ὑποδεικνύει τὴν μελετωμένην ἀδιαφορίαν τῆς ἀπαντήσεως τῆς Ἠπείρου. Ἡ Ἑλληνικὴ Κυβέρνησις δέχεται ἀλληλένδετα τὰ ζητήματα τοῦ καθορισμοῦ τῶν ὁρίων. [367, 1089, 597, 1209]
paragraph: ΘΕΣ/ΝΙΚΗ, 17 Δεκεμβρίου.— Ἡ ἄμεσος σιδηροδρομικὴ συγκοινωνία μεταξὺ Θεσ/νίκης — Κωνσταντινουπόλεως ἐπανελήφθη. Ἡ Σερβικὴ κυβέρνησις ἐπέτρεψε τὴν λειτουργίαν τῆς Ἑλληνικῆς. [1105, 633, 1328, 714]
market-row: Πανελλήνιον 150.— [125, 621, 238, 635]
market-row: Monopole 54 [246, 261, 320, 275]
market-row: ΣΥΝΑΛΛΑΓΜΑ [246, 447, 313, 461]
story-column [609, 614, 845, 914]
paragraph: ΒΙΕΝΝΗ Τετάρτη πρωΐα.— Εἰς τοὺς καλῶς πληροφορημένους κύκλους βεβαιοῦται ὅτι ἡ Ὑψηλὴ Πύλη θὰ ὑποβάλλῃ εἰς τὰς Μεγάλας Δυνάμεις ὑπόμνημα περὶ τῆς τύχης τῶν νήσων. [1105, 251, 1328, 332]
market-title: ΧΡΗΜΑΤΙΣΤΙΚΟΝ ΔΕΛΤΙΟΝ [128, 146, 350, 165]
headline: Ο ΒΟΜΒΑΡΔΙΣΜΟΣ ΤΗΣ ΣΤΡΩΜΝΙΤΣΗΣ [1131, 1030, 1533, 1055]
market-row: Τράπ. Ανατολής 160.25 [125, 397, 218, 424]
paragraph: Θανούσης τῆς σεβαστῆς μητρὸς μας ΔΙΑΜΑΝΤΟΣ ΕΜΜ. ΦΟΝΔΡΙΕ κηδεύομεν αὐτὴν σήμερον Πέμπτην ὥραν 10ην π.μ. ἐκ τῆς οἰκίας μας ἐπὶ τῆς ὁδοῦ Γ' Σεπτεμβρίου ἀριθ. 60 εἰς τὸν ναὸν τοῦ Ἁγίου Κωνσταντίνου. [129, 1833, 349, 1914]
market-row: Ch. Thessal — [246, 311, 333, 325]
market-date: 17 Δ/βρίου 1913. [129, 215, 224, 229]
story-columns [367, 614, 1087, 914]
side-stories [363, 927, 606, 1562]
paragraph: Ἐκ τῶν ταξινόμων 4 ὀνειδιζόνται ὑπαρχεῖς, διορίζονται δὲ τοιοῦτοι οἱ ἔχοντες ἐξ ἐπαρκῆ τὴν ἐμπειρίαν εἰς τὴν διαχείρισιν τῆς ὑπηρεσίας. Ἐπίσης συνιστῶνται ταμεῖα ταχυδρομικὰ εἰς τὰς πόλεις Θεσσαλονίκης, Ἰωαννίνων, Κοζάνης καὶ Δράμας. [129, 1272, 349, 1380]
market-row: Πειραιώς 114.25 [125, 571, 225, 585]
paragraph: Ὁ κ. ΚΟΥΜΟΥΝΔΟΥΡΟΣ ζητεῖ αὐτὸν ἐπιστείλει κατὰ τὸν ἐπιστολὴν τῆς βουλῆς. Ὁ κ. Πρωθυπουργός, λέγει, ἡμάρτανεν. Ὁ κ. ΘΕΟΤΟΚΗΣ ἀπαντᾷ. Μετὰ δὲ ταῦτα ἐψηφίσθη ἡ πρότασις. Ὁ κ. ΠΡΟΘΥΠΟΥΡΓΟΣ ζητεῖ πληροφορίας περὶ τῆς διατάξεως. Ἀποσύρεται ἡ συνεδρίασις εἰς τὰς 2,10. [855, 1133, 1087, 1253]
market-row: Μαγνησιά 102.— [125, 794, 218, 808]
paragraph: Ἑλληνικῆς κατοχῆς. Διὰ τὸ νησιωτικὸν εὑρίσκουν τὴν ἄνω πρόθεσμίαν ἀνεπαρκῆ. Ο ΦΕΡΔΙΝΑΝΔΟΣ ΦΕΥΓΕΙ. ΛΟΝΔΙΝΟΝ, Τετ. πρωΐα.— Ἀγγέλλεται ἐκ Σόφιας ὅτι ὁ Βασιλεὺς Φερδινάνδος θὰ ἀπομακρυνθῇ. ΤΟ ΤΟΥΡΚΙΚΟΝ ΔΑΝΕΙΟΝ. [367, 721, 603, 828]
paragraph: Ἑλληνὰς κατοίκους. Ἡ Βουλγαρικὴ κυβέρνησις διεμαρτυρήθη εἰς τὸ Βελιγράδιον. Οἱ ἀλληθινικοὶ ἀπαλλάσσονται διπλοῖ αὐτοῦ. [1336, 1078, 1559, 1132]
market-row: Electricité — [246, 323, 333, 337]
market-row: Τράπ. Ανατ. — [246, 360, 333, 374]
story-title: ΚΗΔΕΙΑ [188, 1811, 290, 1836]
divider [1101, 368, 1563, 373]
